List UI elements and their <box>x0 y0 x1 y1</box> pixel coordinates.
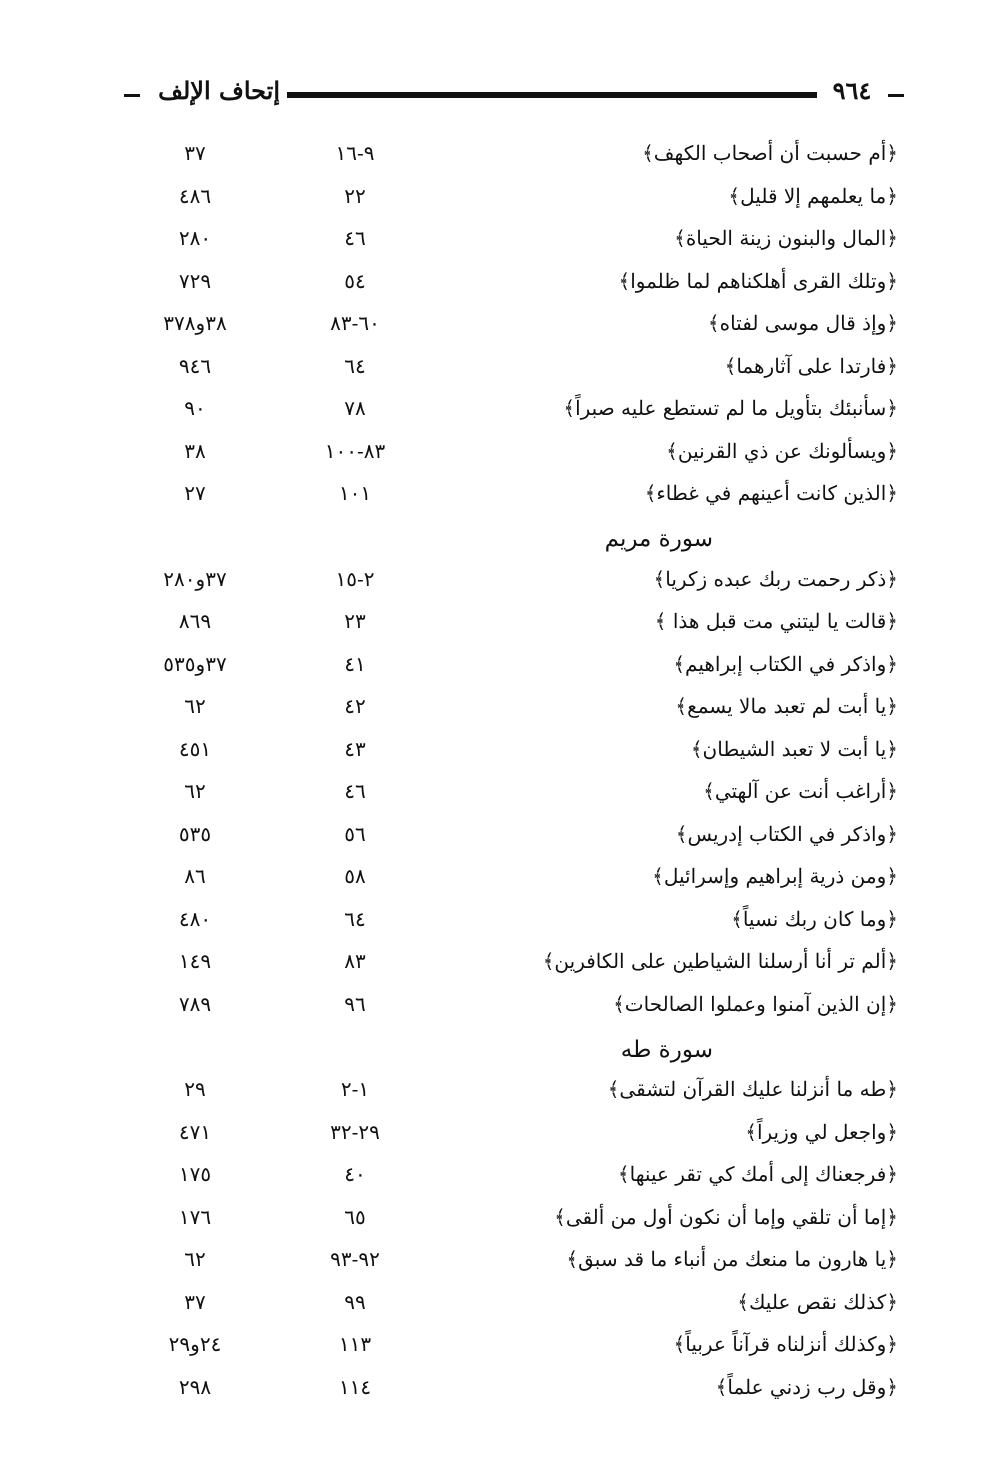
page-reference: ٩٤٦ <box>178 353 212 378</box>
ayah-number: ١٠١ <box>338 481 372 506</box>
verse-text: ﴿ويسألونك عن ذي القرنين﴾ <box>666 438 898 463</box>
ayah-number: ٢-١٥ <box>335 566 375 591</box>
index-row <box>0 1375 1003 1409</box>
ayah-number: ١-٢ <box>340 1077 370 1102</box>
page-reference: ٦٢ <box>184 694 206 719</box>
ayah-number: ٢٢ <box>344 183 366 208</box>
page-reference: ٢٧ <box>184 481 206 506</box>
ayah-number: ٤٠ <box>344 1162 366 1187</box>
page-reference: ٧٢٩ <box>178 268 212 293</box>
verse-text: ﴿وقل رب زدني علماً﴾ <box>715 1374 898 1399</box>
index-row <box>0 1290 1003 1324</box>
page-reference: ٣٧ <box>184 1289 206 1314</box>
index-row <box>0 141 1003 175</box>
page-reference: ٩٠ <box>184 396 206 421</box>
ayah-number: ٥٦ <box>344 821 366 846</box>
verse-text: ﴿يا هارون ما منعك من أنباء ما قد سبق﴾ <box>566 1247 898 1272</box>
index-row <box>0 1332 1003 1366</box>
verse-text: ﴿فارتدا على آثارهما﴾ <box>724 353 898 378</box>
page-reference: ٣٧و٢٨٠ <box>163 566 227 591</box>
verse-text: ﴿ومن ذرية إبراهيم وإسرائيل﴾ <box>652 864 898 889</box>
index-row <box>0 439 1003 473</box>
ayah-number: ٧٨ <box>344 396 366 421</box>
ayah-number: ١١٣ <box>338 1332 372 1357</box>
page-reference: ٦٢ <box>184 779 206 804</box>
ayah-number: ١١٤ <box>338 1374 372 1399</box>
index-row <box>0 694 1003 728</box>
index-row <box>0 779 1003 813</box>
verse-text: ﴿ما يعلمهم إلا قليل﴾ <box>728 183 898 208</box>
index-row <box>0 311 1003 345</box>
ayah-number: ٨٣ <box>344 949 366 974</box>
header-rule <box>287 92 817 98</box>
surah-title: سورة مريم <box>604 525 713 552</box>
index-row <box>0 864 1003 898</box>
index-row <box>0 1120 1003 1154</box>
page-reference: ١٧٥ <box>178 1162 212 1187</box>
ayah-number: ٩٢-٩٣ <box>330 1247 380 1272</box>
verse-text: ﴿وما كان ربك نسياً﴾ <box>731 906 898 931</box>
verse-text: ﴿وتلك القرى أهلكناهم لما ظلموا﴾ <box>618 268 898 293</box>
header-dash-right <box>888 94 904 97</box>
page-reference: ٨٦ <box>184 864 206 889</box>
page-number: ٩٦٤ <box>832 76 872 105</box>
verse-text: ﴿كذلك نقص عليك﴾ <box>737 1289 898 1314</box>
header-dash-left <box>124 94 140 97</box>
page-reference: ٣٧ <box>184 141 206 165</box>
ayah-number: ٤٦ <box>344 226 366 251</box>
index-row <box>0 609 1003 643</box>
verse-text: ﴿المال والبنون زينة الحياة﴾ <box>674 226 898 251</box>
ayah-number: ٨٣-١٠٠ <box>324 438 386 463</box>
ayah-number: ٦٤ <box>344 353 366 378</box>
ayah-number: ٦٠-٨٣ <box>330 311 380 336</box>
ayah-number: ٩٩ <box>344 1289 366 1314</box>
verse-text: ﴿قالت يا ليتني مت قبل هذا ﴾ <box>654 609 898 634</box>
surah-heading <box>0 526 1003 560</box>
verse-text: ﴿واذكر في الكتاب إدريس﴾ <box>675 821 898 846</box>
index-row <box>0 226 1003 260</box>
index-row <box>0 184 1003 218</box>
page-reference: ٦٢ <box>184 1247 206 1272</box>
index-row <box>0 737 1003 771</box>
ayah-number: ٤٣ <box>344 736 366 761</box>
verse-text: ﴿طه ما أنزلنا عليك القرآن لتشقى﴾ <box>607 1077 898 1102</box>
page-header <box>0 66 1003 126</box>
verse-text: ﴿أراغب أنت عن آلهتي﴾ <box>703 779 898 804</box>
index-row <box>0 269 1003 303</box>
ayah-number: ٢٣ <box>344 609 366 634</box>
index-row <box>0 396 1003 430</box>
ayah-number: ٩٦ <box>344 992 366 1016</box>
verse-text: ﴿إن الذين آمنوا وعملوا الصالحات﴾ <box>613 992 898 1016</box>
ayah-number: ٥٤ <box>344 268 366 293</box>
ayah-number: ٤٢ <box>344 694 366 719</box>
index-row <box>0 907 1003 941</box>
verse-text: ﴿فرجعناك إلى أمك كي تقر عينها﴾ <box>617 1162 898 1187</box>
verse-text: ﴿واذكر في الكتاب إبراهيم﴾ <box>673 651 898 676</box>
verse-text: ﴿أم حسبت أن أصحاب الكهف﴾ <box>642 141 898 165</box>
ayah-number: ٦٤ <box>344 906 366 931</box>
ayah-number: ٤٦ <box>344 779 366 804</box>
book-title: إتحاف الإلف <box>158 76 280 105</box>
index-row <box>0 992 1003 1026</box>
page-reference: ٤٨٦ <box>178 183 212 208</box>
verse-text: ﴿الذين كانت أعينهم في غطاء﴾ <box>644 481 898 506</box>
page-reference: ٢٩٨ <box>178 1374 212 1399</box>
verse-text: ﴿ذكر رحمت ربك عبده زكريا﴾ <box>653 566 898 591</box>
page-reference: ٢٨٠ <box>178 226 212 251</box>
index-row <box>0 822 1003 856</box>
page-reference: ٧٨٩ <box>178 992 212 1016</box>
page-reference: ١٤٩ <box>178 949 212 974</box>
page-reference: ٨٦٩ <box>178 609 212 634</box>
verse-text: ﴿سأنبئك بتأويل ما لم تستطع عليه صبراً﴾ <box>563 396 898 421</box>
index-row <box>0 1205 1003 1239</box>
index-row <box>0 567 1003 601</box>
verse-text: ﴿وكذلك أنزلناه قرآناً عربياً﴾ <box>673 1332 898 1357</box>
ayah-number: ٥٨ <box>344 864 366 889</box>
ayah-number: ٢٩-٣٢ <box>330 1119 380 1144</box>
page-reference: ١٧٦ <box>178 1204 212 1229</box>
page-reference: ٤٥١ <box>178 736 212 761</box>
surah-title: سورة طه <box>620 1036 713 1063</box>
page-reference: ٢٤و٢٩ <box>168 1332 222 1357</box>
index-row <box>0 354 1003 388</box>
surah-heading <box>0 1037 1003 1071</box>
index-row <box>0 1247 1003 1281</box>
ayah-number: ٦٥ <box>344 1204 366 1229</box>
ayah-number: ٩-١٦ <box>335 141 375 165</box>
index-row <box>0 949 1003 983</box>
index-row <box>0 652 1003 686</box>
index-row <box>0 481 1003 515</box>
index-row <box>0 1077 1003 1111</box>
page-reference: ٣٧و٥٣٥ <box>163 651 227 676</box>
ayah-number: ٤١ <box>344 651 366 676</box>
page-reference: ٣٨و٣٧٨ <box>163 311 227 336</box>
page-reference: ٤٨٠ <box>178 906 212 931</box>
page-reference: ٣٨ <box>184 438 206 463</box>
verse-text: ﴿إما أن تلقي وإما أن نكون أول من ألقى﴾ <box>554 1204 898 1229</box>
page-reference: ٥٣٥ <box>178 821 212 846</box>
page-reference: ٤٧١ <box>178 1119 212 1144</box>
verse-text: ﴿واجعل لي وزيراً﴾ <box>745 1119 898 1144</box>
verse-text: ﴿وإذ قال موسى لفتاه﴾ <box>707 311 898 336</box>
verse-text: ﴿يا أبت لم تعبد مالا يسمع﴾ <box>675 694 898 719</box>
index-row <box>0 1162 1003 1196</box>
verse-text: ﴿يا أبت لا تعبد الشيطان﴾ <box>690 736 898 761</box>
verse-text: ﴿ألم تر أنا أرسلنا الشياطين على الكافرين﴾ <box>542 949 898 974</box>
page-reference: ٢٩ <box>184 1077 206 1102</box>
